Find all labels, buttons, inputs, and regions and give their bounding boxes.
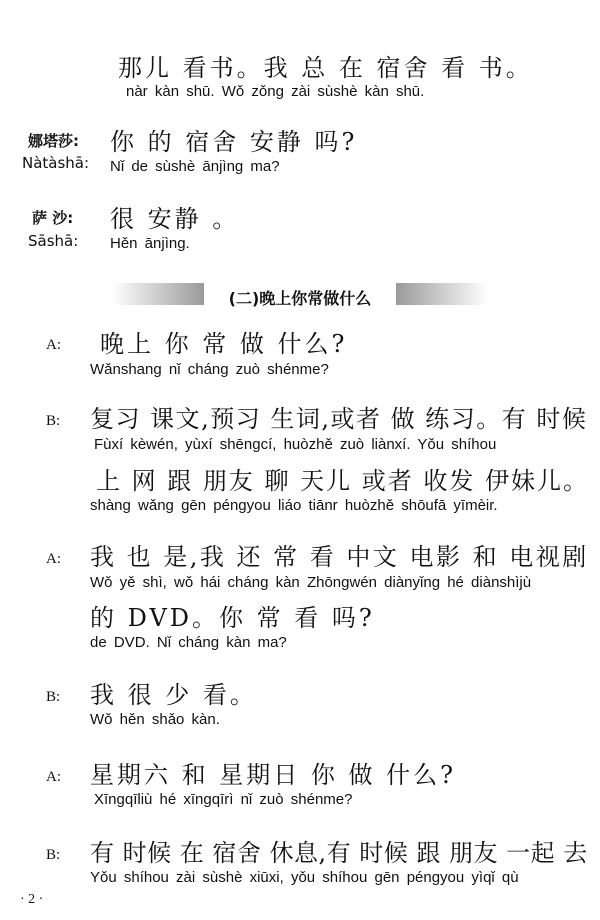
dialogue-hanzi: 晚上 你 常 做 什么?	[100, 330, 348, 358]
section-title: (二)晚上你常做什么	[228, 289, 372, 308]
speaker-sasha-pinyin: Sāshā:	[28, 232, 79, 250]
dialogue-hanzi: 复习 课文,预习 生词,或者 做 练习。有 时候	[90, 405, 588, 433]
dialogue-pinyin: Wǒ hěn shǎo kàn.	[90, 711, 220, 728]
dialogue-pinyin: nàr kàn shū. Wǒ zǒng zài sùshè kàn shū.	[126, 83, 425, 100]
dialogue-pinyin: Hěn ānjìng.	[110, 235, 190, 252]
dialogue-pinyin: Nǐ de sùshè ānjìng ma?	[110, 158, 280, 175]
section-bar-right	[396, 283, 488, 305]
dialogue-hanzi: 我 也 是,我 还 常 看 中文 电影 和 电视剧	[90, 543, 589, 571]
speaker-label-a: A:	[46, 337, 61, 353]
section-bar-left	[112, 283, 204, 305]
speaker-natasha-pinyin: Nàtàshā:	[22, 154, 90, 172]
dialogue-hanzi: 有 时候 在 宿舍 休息,有 时候 跟 朋友 一起 去	[90, 839, 588, 867]
dialogue-hanzi: 上 网 跟 朋友 聊 天儿 或者 收发 伊妹儿。	[96, 467, 590, 495]
speaker-sasha-hanzi: 萨 沙:	[32, 209, 74, 227]
dialogue-hanzi: 的 DVD。你 常 看 吗?	[90, 604, 375, 632]
speaker-label-b: B:	[46, 847, 61, 863]
dialogue-hanzi: 星期六 和 星期日 你 做 什么?	[90, 761, 457, 789]
dialogue-pinyin: Fùxí kèwén, yùxí shēngcí, huòzhě zuò liànxí. Yǒu shíhou	[94, 436, 497, 453]
dialogue-pinyin: Wǎnshang nǐ cháng zuò shénme?	[90, 361, 329, 378]
speaker-label-b: B:	[46, 689, 61, 705]
dialogue-pinyin: Xīngqīliù hé xīngqīrì nǐ zuò shénme?	[94, 791, 353, 808]
dialogue-hanzi: 我 很 少 看。	[90, 681, 257, 709]
section-header	[112, 283, 488, 308]
speaker-label-b: B:	[46, 413, 61, 429]
speaker-label-a: A:	[46, 551, 61, 567]
dialogue-pinyin: de DVD. Nǐ cháng kàn ma?	[90, 634, 287, 651]
speaker-natasha-hanzi: 娜塔莎:	[28, 132, 79, 150]
dialogue-pinyin: shàng wǎng gēn péngyou liáo tiānr huòzhě shōufā yīmèir.	[90, 497, 498, 514]
dialogue-hanzi: 很 安静 。	[110, 205, 240, 233]
dialogue-hanzi: 那儿 看书。我 总 在 宿舍 看 书。	[118, 54, 533, 82]
dialogue-hanzi: 你 的 宿舍 安静 吗?	[110, 128, 358, 156]
dialogue-pinyin: Yǒu shíhou zài sùshè xiūxi, yǒu shíhou gēn péngyou yìqǐ qù	[90, 869, 519, 886]
speaker-label-a: A:	[46, 769, 61, 785]
dialogue-pinyin: Wǒ yě shì, wǒ hái cháng kàn Zhōngwén diànyǐng hé diànshìjù	[90, 574, 532, 591]
page-number: · 2 ·	[20, 892, 44, 907]
